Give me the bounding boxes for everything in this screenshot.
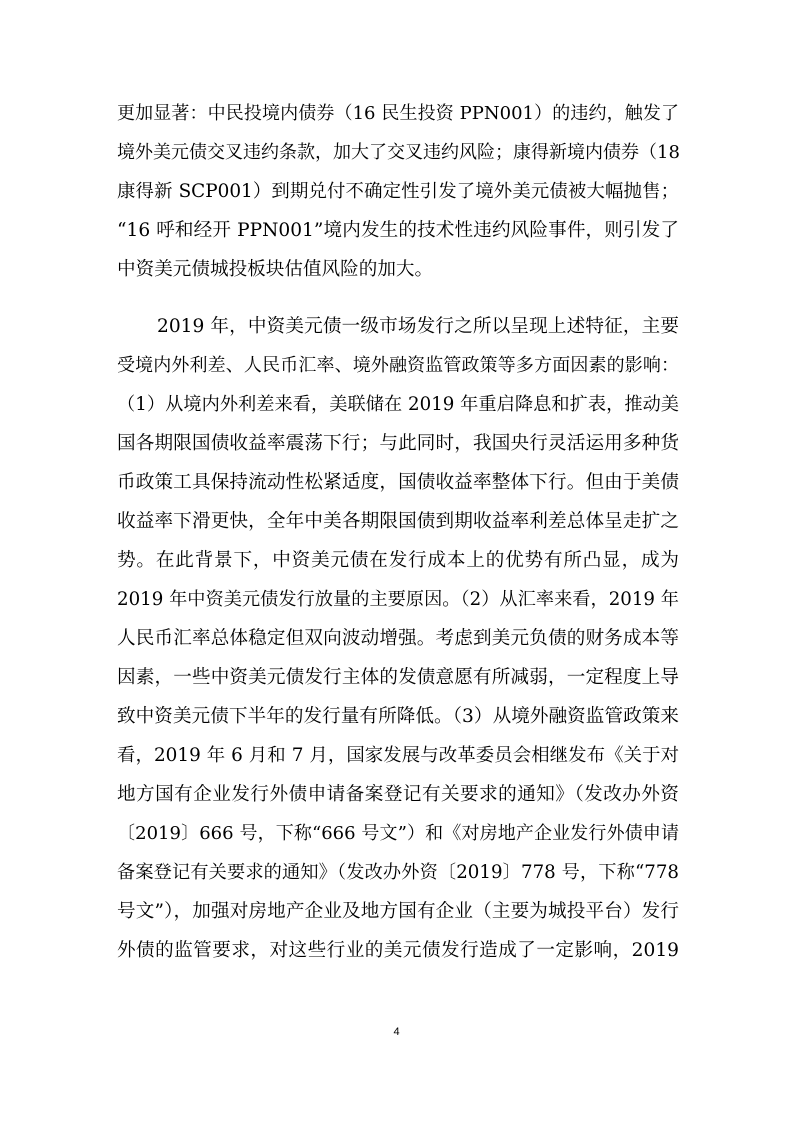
paragraph-1-line-4: “16 呼和经开 PPN001”境内发生的技术性违约风险事件，则引发了 [117, 220, 679, 241]
paragraph-2-line-9: 人民币汇率总体稳定但双向波动增强。考虑到美元负债的财务成本等 [117, 628, 679, 649]
paragraph-2-line-4: 国各期限国债收益率震荡下行；与此同时，我国央行灵活运用多种货 [117, 433, 679, 454]
paragraph-2-line-6: 收益率下滑更快，全年中美各期限国债到期收益率利差总体呈走扩之 [117, 511, 679, 532]
paragraph-2-line-8: 2019 年中资美元债发行放量的主要原因。（2）从汇率来看，2019 年 [117, 589, 679, 610]
page-number: 4 [393, 1026, 400, 1038]
paragraph-1-line-5: 中资美元债城投板块估值风险的加大。 [117, 259, 434, 280]
paragraph-2-line-11: 致中资美元债下半年的发行量有所降低。（3）从境外融资监管政策来 [117, 706, 680, 727]
paragraph-2-line-5: 币政策工具保持流动性松紧适度，国债收益率整体下行。但由于美债 [117, 472, 679, 493]
paragraph-1-line-3: 康得新 SCP001）到期兑付不确定性引发了境外美元债被大幅抛售； [117, 181, 679, 202]
paragraph-2-line-17: 外债的监管要求，对这些行业的美元债发行造成了一定影响，2019 [117, 940, 679, 961]
paragraph-2-line-15: 备案登记有关要求的通知》（发改办外资〔2019〕778 号，下称“778 [117, 862, 679, 883]
paragraph-2-line-13: 地方国有企业发行外债申请备案登记有关要求的通知》（发改办外资 [117, 784, 679, 805]
paragraph-2-line-14: 〔2019〕666 号，下称“666 号文”）和《对房地产企业发行外债申请 [117, 823, 679, 844]
paragraph-1-line-1: 更加显著：中民投境内债券（16 民生投资 PPN001）的违约，触发了 [117, 103, 679, 124]
paragraph-2-line-16: 号文”），加强对房地产企业及地方国有企业（主要为城投平台）发行 [117, 901, 679, 922]
paragraph-2-line-1: 2019 年，中资美元债一级市场发行之所以呈现上述特征，主要 [157, 316, 679, 337]
paragraph-2-line-7: 势。在此背景下，中资美元债在发行成本上的优势有所凸显，成为 [117, 550, 679, 571]
paragraph-2-line-12: 看，2019 年 6 月和 7 月，国家发展与改革委员会相继发布《关于对 [117, 745, 679, 766]
paragraph-1-line-2: 境外美元债交叉违约条款，加大了交叉违约风险；康得新境内债券（18 [117, 142, 680, 163]
paragraph-2-line-2: 受境内外利差、人民币汇率、境外融资监管政策等多方面因素的影响： [117, 355, 679, 376]
paragraph-2-line-10: 因素，一些中资美元债发行主体的发债意愿有所减弱，一定程度上导 [117, 667, 679, 688]
paragraph-2-line-3: （1）从境内外利差来看，美联储在 2019 年重启降息和扩表，推动美 [117, 394, 679, 415]
